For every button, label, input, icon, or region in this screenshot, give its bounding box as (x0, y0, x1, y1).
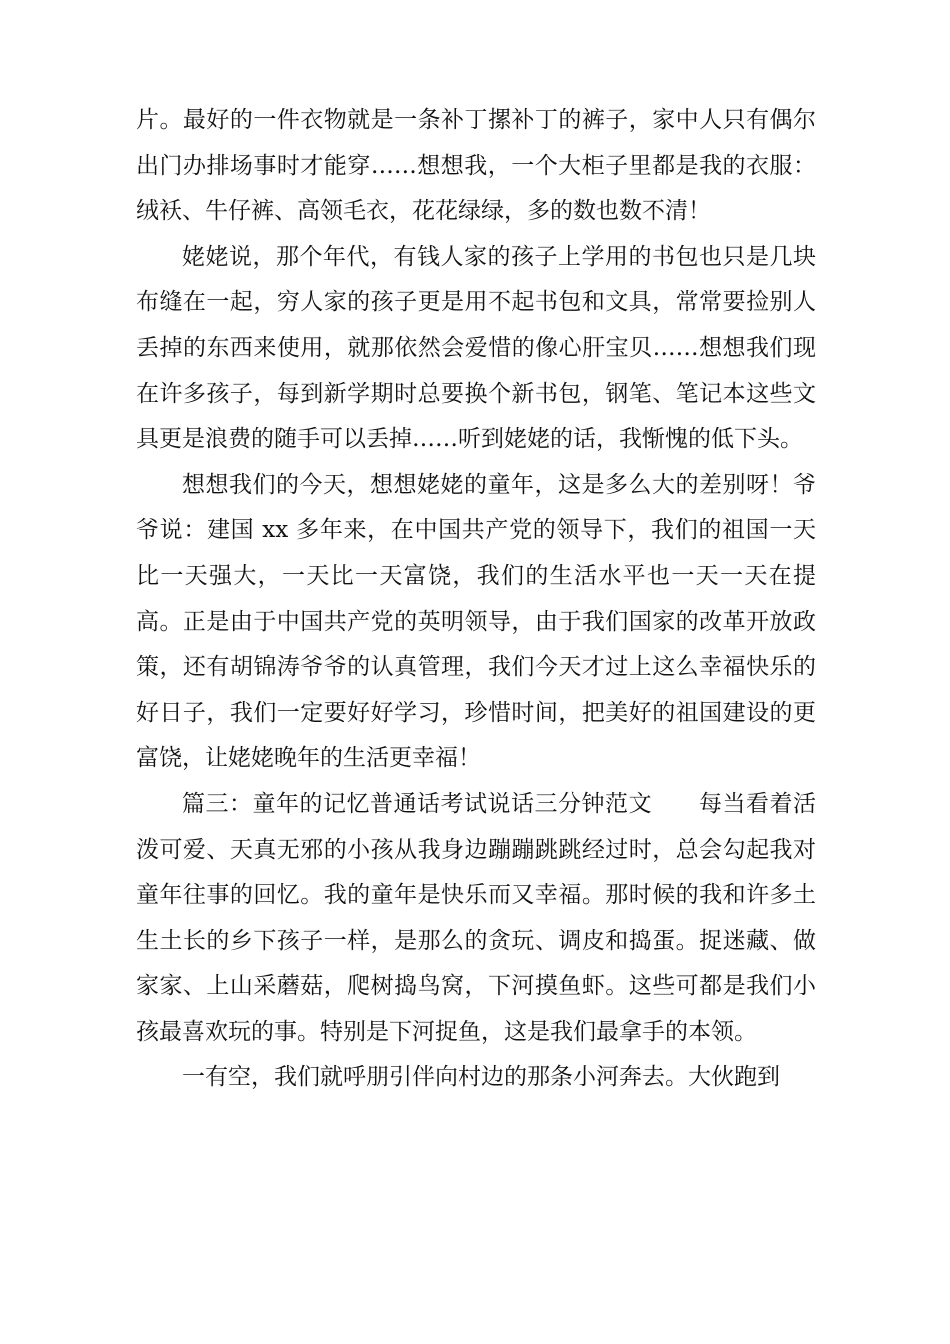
paragraph-2: 姥姥说，那个年代，有钱人家的孩子上学用的书包也只是几块布缝在一起，穷人家的孩子更是用不起书包和文具，常常要捡别人丢掉的东西来使用，就那依然会爱惜的像心肝宝贝……想想我们现在许多孩子，每到新学期时总要换个新书包，钢笔、笔记本这些文具更是浪费的随手可以丢掉……听到姥姥的话，我惭愧的低下头。 (136, 243, 816, 453)
paragraph-3: 想想我们的今天，想想姥姥的童年，这是多么大的差别呀！爷爷说：建国 xx 多年来，在中国共产党的领导下，我们的祖国一天比一天强大，一天比一天富饶，我们的生活水平也一天一天在提高。正是由于中国共产党的英明领导，由于我们国家的改革开放政策，还有胡锦涛爷爷的认真管理，我们今天才过上这么幸福快乐的好日子，我们一定要好好学习，珍惜时间，把美好的祖国建设的更富饶，让姥姥晚年的生活更幸福！ (136, 471, 816, 772)
paragraph-5: 一有空，我们就呼朋引伴向村边的那条小河奔去。大伙跑到 (182, 1064, 780, 1091)
document-page (136, 98, 816, 1101)
paragraph-4: 篇三：童年的记忆普通话考试说话三分钟范文 每当看着活泼可爱、天真无邪的小孩从我身边蹦蹦跳跳经过时，总会勾起我对童年往事的回忆。我的童年是快乐而又幸福。那时候的我和许多土生土长的乡下孩子一样，是那么的贪玩、调皮和捣蛋。捉迷藏、做家家、上山采蘑菇，爬树捣鸟窝，下河摸鱼虾。这些可都是我们小孩最喜欢玩的事。特别是下河捉鱼，这是我们最拿手的本领。 (136, 790, 816, 1045)
paragraph-1: 片。最好的一件衣物就是一条补丁摞补丁的裤子，家中人只有偶尔出门办排场事时才能穿……想想我，一个大柜子里都是我的衣服：绒袄、牛仔裤、高领毛衣，花花绿绿，多的数也数不清！ (136, 107, 816, 225)
